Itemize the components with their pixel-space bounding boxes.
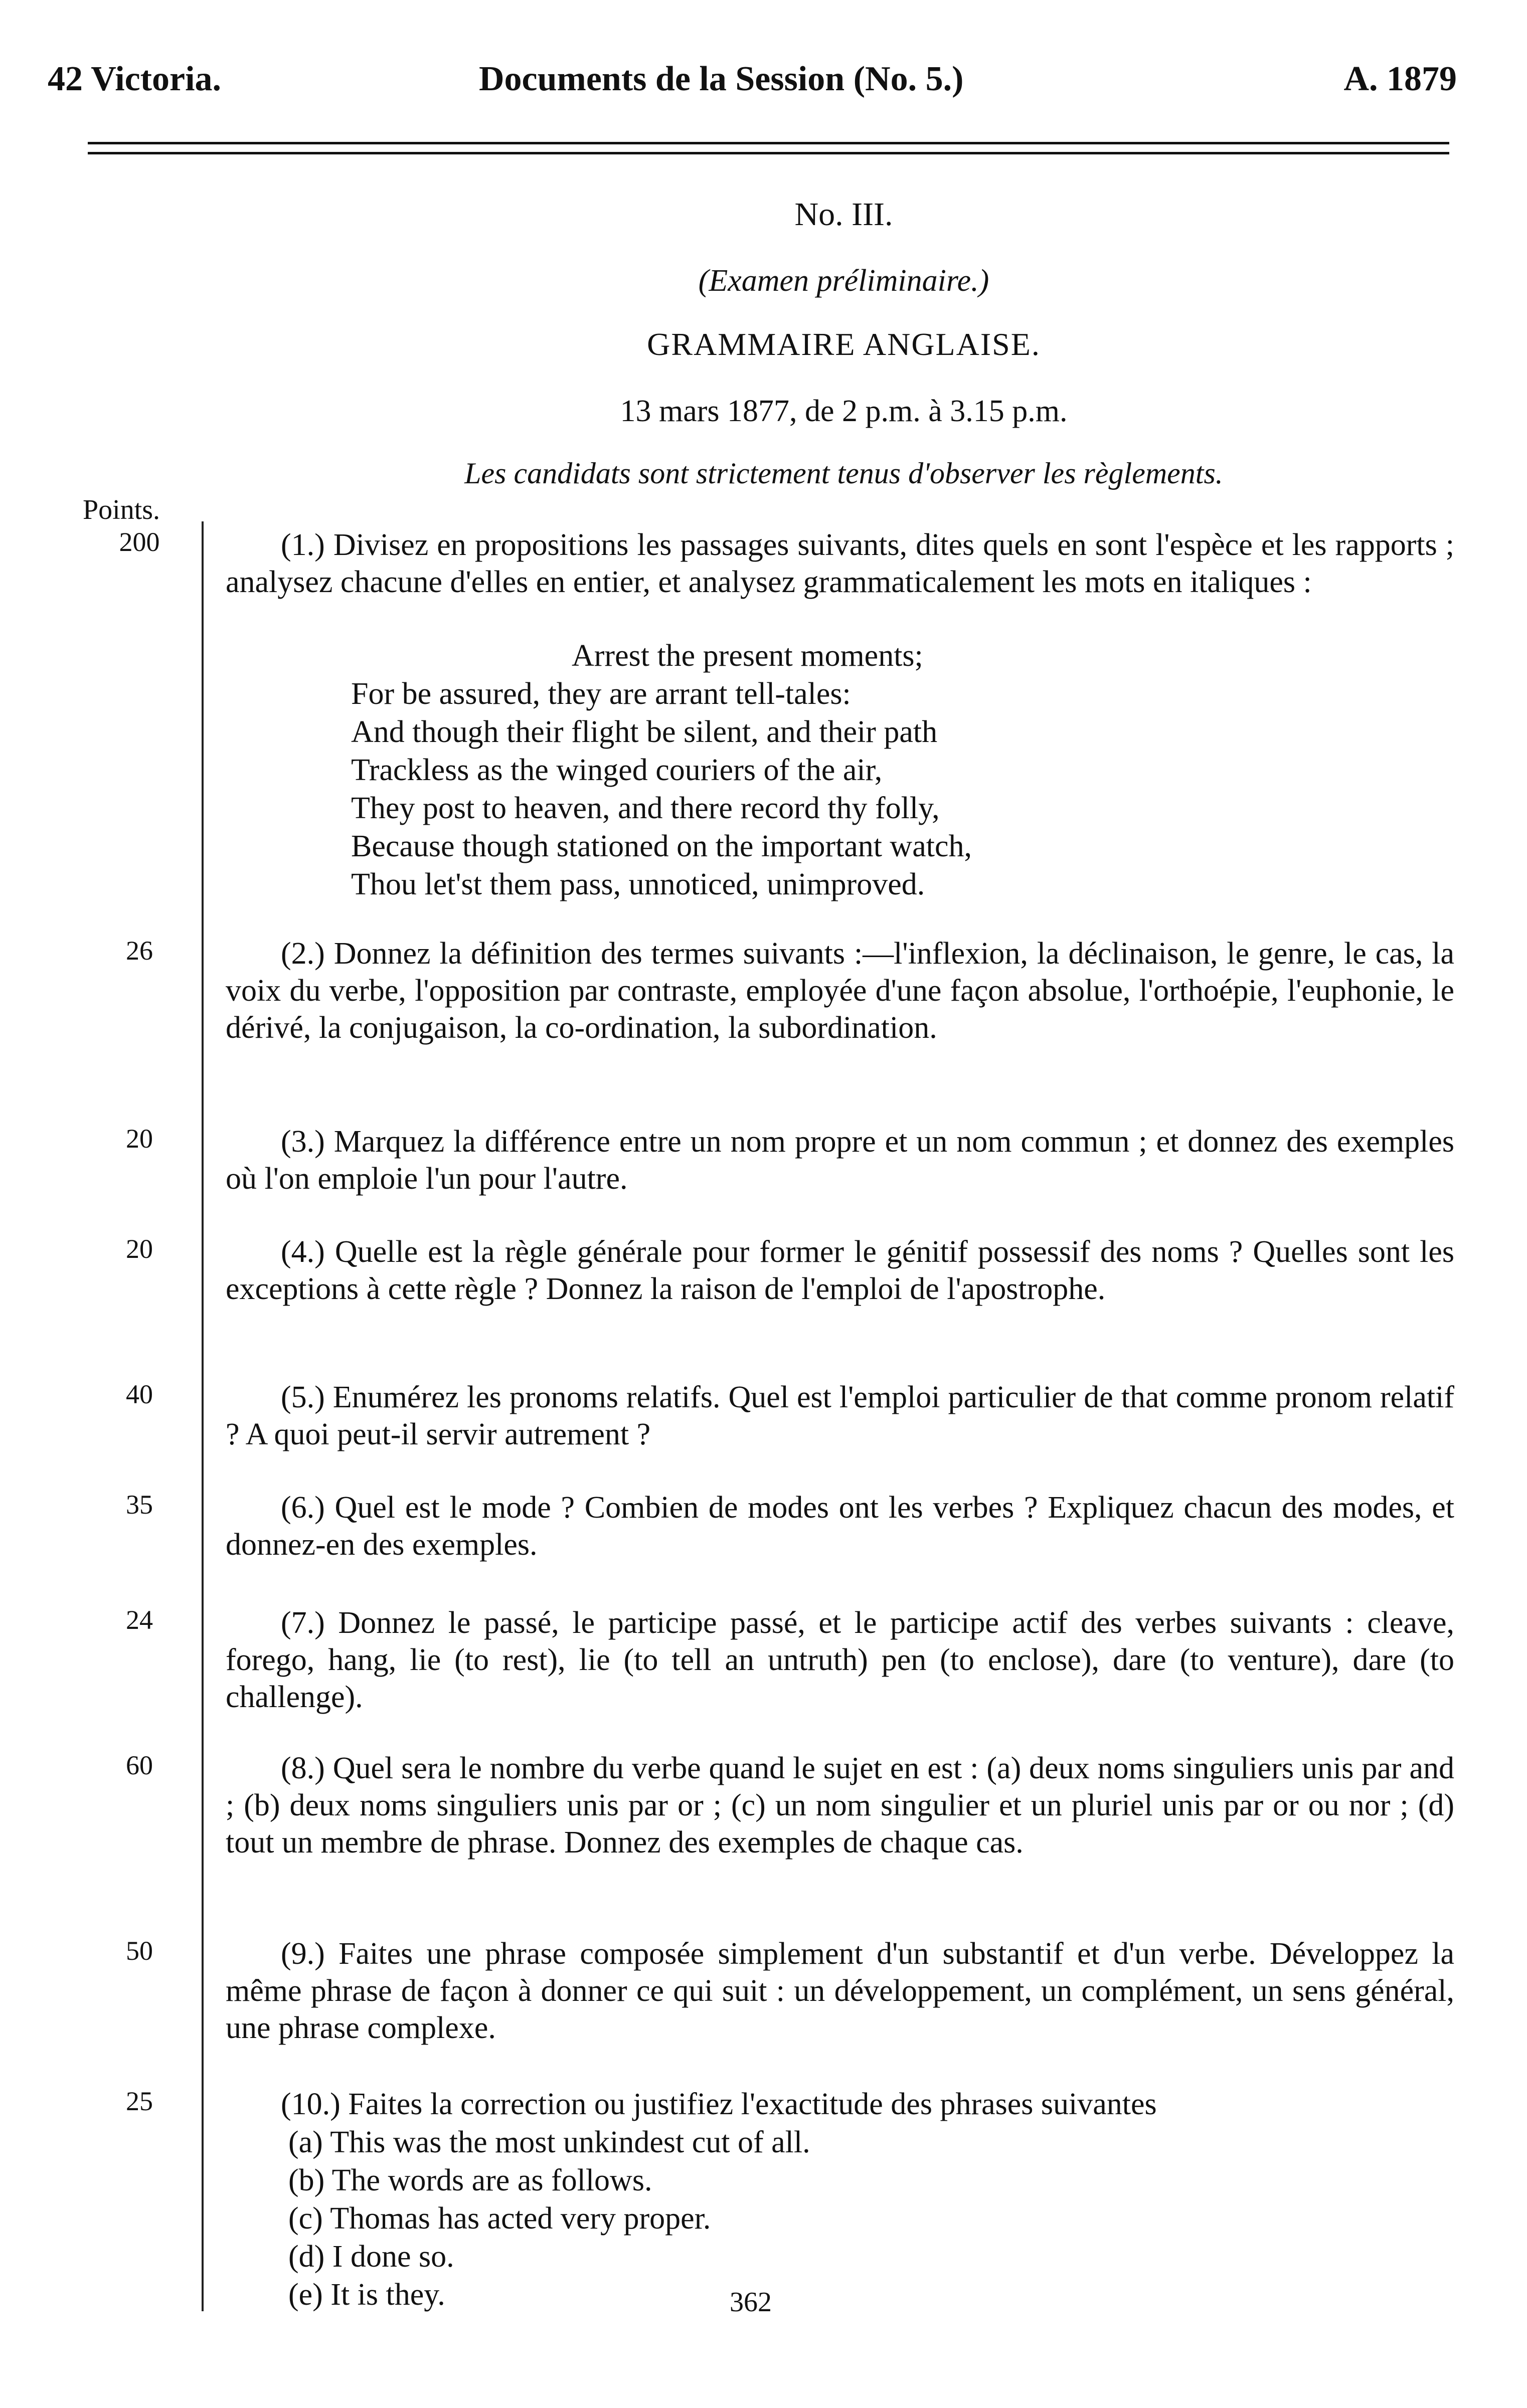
list-item: (e) It is they. bbox=[288, 2278, 445, 2312]
poem-line: They post to heaven, and there record thy folly, bbox=[351, 791, 940, 825]
poem-line: For be assured, they are arrant tell-tales: bbox=[351, 677, 851, 711]
question-points: 60 bbox=[126, 1750, 153, 1780]
list-item: (c) Thomas has acted very proper. bbox=[288, 2201, 711, 2236]
document-number: No. III. bbox=[794, 196, 893, 233]
question-text: (2.) Donnez la définition des termes suivants :—l'inflexion, la déclinaison, le genre, le cas, la voix du verbe, l'opposition par contraste, employée d'une façon absolue, l'orthoépie, l'euphonie, le dérivé, la conjugaison, la co-ordination, la subordination. bbox=[226, 937, 1454, 1045]
running-header bbox=[48, 59, 1457, 109]
list-item: (b) The words are as follows. bbox=[288, 2163, 652, 2197]
list-item: (d) I done so. bbox=[288, 2240, 454, 2274]
header-year: A. 1879 bbox=[1343, 60, 1457, 98]
candidate-rule: Les candidats sont strictement tenus d'observer les règlements. bbox=[464, 457, 1223, 490]
question-text: (1.) Divisez en propositions les passages suivants, dites quels en sont l'espèce et les rapports ; analysez chacune d'elles en entier, et analysez grammaticalement les mots en italiques : bbox=[226, 528, 1454, 599]
question-text: (8.) Quel sera le nombre du verbe quand le sujet en est : (a) deux noms singuliers unis par and ; (b) deux noms singuliers unis par or ; (c) un nom singulier et un pluriel unis par or ou nor ; (d) tout un membre de phrase. Donnez des exemples de chaque cas. bbox=[226, 1751, 1454, 1860]
question-points: 20 bbox=[126, 1124, 153, 1154]
header-rule-top bbox=[88, 142, 1449, 144]
question-text: (5.) Enumérez les pronoms relatifs. Quel est l'emploi particulier de that comme pronom relatif ? A quoi peut-il servir autrement ? bbox=[226, 1380, 1454, 1451]
question-points: 20 bbox=[126, 1234, 153, 1264]
poem-line: Thou let'st them pass, unnoticed, unimproved. bbox=[351, 867, 925, 901]
list-item: (a) This was the most unkindest cut of all. bbox=[288, 2125, 810, 2159]
header-volume: 42 Victoria. bbox=[48, 60, 222, 98]
question-text: (9.) Faites une phrase composée simplement d'un substantif et d'un verbe. Développez la même phrase de façon à donner ce qui suit : un développement, un complément, un sens général, une phrase complexe. bbox=[226, 1937, 1454, 2045]
question-text: (4.) Quelle est la règle générale pour former le génitif possessif des noms ? Quelles sont les exceptions à cette règle ? Donnez la raison de l'emploi de l'apostrophe. bbox=[226, 1235, 1454, 1306]
question-text: (3.) Marquez la différence entre un nom propre et un nom commun ; et donnez des exemples où l'on emploie l'un pour l'autre. bbox=[226, 1125, 1454, 1196]
question-points: 26 bbox=[126, 936, 153, 966]
points-column-divider bbox=[202, 521, 204, 2311]
poem-block bbox=[351, 637, 972, 903]
poem-line: And though their flight be silent, and their path bbox=[351, 715, 938, 749]
header-session: Documents de la Session (No. 5.) bbox=[479, 60, 964, 98]
page-title: GRAMMAIRE ANGLAISE. bbox=[647, 326, 1041, 362]
sentence-list bbox=[288, 2123, 810, 2314]
poem-line: Trackless as the winged couriers of the air, bbox=[351, 753, 883, 787]
exam-type: (Examen préliminaire.) bbox=[698, 264, 989, 298]
question-points: 25 bbox=[126, 2086, 153, 2116]
points-column-header: Points. bbox=[83, 494, 160, 525]
page-number: 362 bbox=[730, 2287, 772, 2318]
question-text: (10.) Faites la correction ou justifiez l'exactitude des phrases suivantes bbox=[281, 2087, 1157, 2121]
exam-date: 13 mars 1877, de 2 p.m. à 3.15 p.m. bbox=[620, 394, 1068, 428]
question-points: 40 bbox=[126, 1379, 153, 1409]
header-rule-bottom bbox=[88, 152, 1449, 154]
question-points: 50 bbox=[126, 1936, 153, 1966]
question-points: 200 bbox=[119, 527, 160, 557]
poem-line: Because though stationed on the important watch, bbox=[351, 829, 972, 863]
question-points: 35 bbox=[126, 1490, 153, 1520]
poem-line: Arrest the present moments; bbox=[572, 639, 923, 673]
question-text: (6.) Quel est le mode ? Combien de modes ont les verbes ? Expliquez chacun des modes, et donnez-en des exemples. bbox=[226, 1491, 1454, 1562]
question-text: (7.) Donnez le passé, le participe passé, et le participe actif des verbes suivants : cleave, forego, hang, lie (to rest), lie (to tell an untruth) pen (to enclose), dare (to venture), dare (to challenge). bbox=[226, 1606, 1454, 1714]
question-points: 24 bbox=[126, 1605, 153, 1635]
